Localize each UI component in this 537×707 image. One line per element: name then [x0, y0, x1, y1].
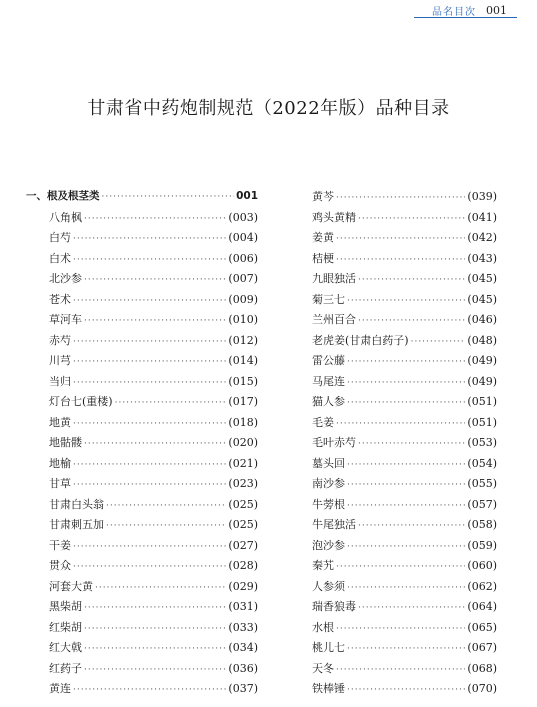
toc-entry	[289, 414, 497, 435]
dot-leader	[73, 419, 226, 429]
dot-leader	[336, 234, 465, 244]
dot-leader	[347, 685, 465, 695]
toc-entry-name: 黑柴胡	[49, 600, 82, 613]
toc-entry-page: (067)	[467, 641, 497, 654]
toc-entry-page: (034)	[228, 641, 258, 654]
toc-entry	[26, 680, 258, 701]
toc-entry-name: 地黄	[49, 415, 71, 429]
toc-entry-page: (053)	[467, 436, 497, 449]
dot-leader	[347, 378, 465, 388]
dot-leader	[84, 214, 226, 224]
toc-entry	[26, 393, 258, 414]
toc-entry-name: 毛姜	[312, 415, 334, 429]
toc-entry-name: 南沙参	[312, 477, 345, 490]
toc-entry	[26, 578, 258, 599]
running-head-page-number: 001	[486, 4, 507, 17]
toc-entry	[289, 475, 497, 496]
toc-entry-page: (065)	[467, 620, 497, 634]
toc-entry-name: 红大戟	[49, 641, 82, 654]
toc-entry	[289, 537, 497, 558]
toc-entry-name: 甘肃刺五加	[49, 518, 104, 531]
toc-entry-name: 草河车	[49, 313, 82, 326]
toc-entry-page: (006)	[228, 251, 258, 265]
dot-leader	[73, 460, 226, 470]
toc-entry	[26, 475, 258, 496]
toc-entry-name: 毛叶赤芍	[312, 436, 356, 449]
dot-leader	[336, 255, 465, 265]
toc-entry-name: 甘草	[49, 477, 71, 490]
toc-right-column	[289, 188, 497, 701]
dot-leader	[84, 603, 226, 613]
toc-entry	[289, 291, 497, 312]
dot-leader	[336, 665, 465, 675]
dot-leader	[358, 439, 465, 449]
toc-entry-name: 泡沙参	[312, 538, 345, 552]
toc-entry-page: (049)	[467, 374, 497, 388]
toc-entry	[26, 250, 258, 271]
dot-leader	[347, 583, 465, 593]
toc-entry-name: 白术	[49, 251, 71, 265]
toc-entry-page: (070)	[467, 682, 497, 695]
dot-leader	[73, 378, 226, 388]
dot-leader	[347, 398, 465, 408]
dot-leader	[84, 316, 226, 326]
toc-left-column	[26, 188, 258, 701]
toc-entry-page: (037)	[228, 682, 258, 695]
toc-entry-page: (045)	[467, 292, 497, 306]
toc-entry	[289, 209, 497, 230]
toc-entry-name: 川芎	[49, 354, 71, 367]
dot-leader	[102, 192, 235, 202]
toc-entry-page: (014)	[228, 354, 258, 367]
toc-entry-page: (045)	[467, 272, 497, 285]
toc-entry	[289, 619, 497, 640]
dot-leader	[347, 480, 465, 490]
dot-leader	[347, 460, 465, 470]
toc-entry-page: (036)	[228, 661, 258, 675]
toc-entry-page: (046)	[467, 313, 497, 326]
toc-entry-page: (041)	[467, 210, 497, 224]
toc-entry-name: 桃儿七	[312, 641, 345, 654]
toc-entry-page: (028)	[228, 559, 258, 572]
running-head	[432, 3, 507, 18]
dot-leader	[347, 296, 465, 306]
toc-entry	[289, 250, 497, 271]
toc-entry	[289, 516, 497, 537]
toc-entry	[26, 270, 258, 291]
dot-leader	[84, 275, 226, 285]
toc-entry	[26, 373, 258, 394]
toc-entry-name: 牛蒡根	[312, 497, 345, 511]
toc-entry	[289, 680, 497, 701]
toc-entry-name: 一、根及根茎类	[26, 190, 100, 202]
toc-entry-name: 水根	[312, 620, 334, 634]
toc-entry-name: 雷公藤	[312, 354, 345, 367]
page-title: 甘肃省中药炮制规范（2022年版）品种目录	[87, 98, 450, 119]
toc-entry	[289, 598, 497, 619]
toc-entry-page: (012)	[228, 333, 258, 347]
toc-entry-page: (054)	[467, 456, 497, 470]
dot-leader	[411, 337, 466, 347]
dot-leader	[358, 214, 465, 224]
dot-leader	[115, 398, 227, 408]
toc-entry-name: 当归	[49, 374, 71, 388]
dot-leader	[347, 542, 465, 552]
toc-entry-name: 马尾连	[312, 374, 345, 388]
toc-entry	[26, 598, 258, 619]
dot-leader	[358, 603, 465, 613]
toc-entry	[26, 311, 258, 332]
toc-entry-name: 菊三七	[312, 292, 345, 306]
toc-entry	[26, 639, 258, 660]
toc-entry-name: 兰州百合	[312, 313, 356, 326]
toc-entry-name: 北沙参	[49, 272, 82, 285]
toc-entry	[289, 455, 497, 476]
dot-leader	[73, 357, 226, 367]
toc-entry-name: 秦艽	[312, 559, 334, 572]
toc-entry-page: (043)	[467, 251, 497, 265]
toc-entry-name: 白芍	[49, 231, 71, 244]
dot-leader	[106, 501, 226, 511]
toc-entry	[26, 557, 258, 578]
toc-entry-name: 赤芍	[49, 333, 71, 347]
dot-leader	[73, 480, 226, 490]
dot-leader	[106, 521, 226, 531]
toc-entry-name: 九眼独活	[312, 272, 356, 285]
toc-entry	[26, 414, 258, 435]
dot-leader	[73, 234, 226, 244]
dot-leader	[347, 644, 465, 654]
toc-entry	[289, 311, 497, 332]
toc-entry-page: (048)	[467, 333, 497, 347]
toc-entry-name: 甘肃白头翁	[49, 497, 104, 511]
toc-entry-page: (027)	[228, 538, 258, 552]
toc-entry-name: 灯台七(重楼)	[49, 395, 113, 408]
dot-leader	[347, 501, 465, 511]
toc-entry	[289, 352, 497, 373]
toc-entry-page: (033)	[228, 620, 258, 634]
toc-entry-page: (057)	[467, 497, 497, 511]
toc-entry-page: (029)	[228, 579, 258, 593]
toc-entry	[26, 455, 258, 476]
toc-entry-page: (055)	[467, 477, 497, 490]
toc-entry-page: (010)	[228, 313, 258, 326]
toc-entry-name: 天冬	[312, 661, 334, 675]
dot-leader	[73, 255, 226, 265]
toc-entry-name: 鸡头黄精	[312, 210, 356, 224]
toc-entry-page: (062)	[467, 579, 497, 593]
dot-leader	[358, 521, 465, 531]
toc-entry-page: (042)	[467, 231, 497, 244]
toc-entry	[289, 270, 497, 291]
dot-leader	[336, 562, 465, 572]
dot-leader	[73, 542, 226, 552]
toc-entry-name: 老虎姜(甘肃白药子)	[312, 333, 409, 347]
toc-entry	[289, 557, 497, 578]
toc-entry	[289, 434, 497, 455]
dot-leader	[73, 337, 226, 347]
toc-entry-name: 桔梗	[312, 251, 334, 265]
dot-leader	[336, 624, 465, 634]
toc-entry-page: (068)	[467, 661, 497, 675]
toc-entry-page: (025)	[228, 497, 258, 511]
dot-leader	[358, 275, 465, 285]
dot-leader	[73, 562, 226, 572]
toc-entry-name: 干姜	[49, 538, 71, 552]
toc-entry-name: 铁棒锤	[312, 682, 345, 695]
toc-entry-page: (004)	[228, 231, 258, 244]
dot-leader	[84, 665, 226, 675]
dot-leader	[336, 419, 465, 429]
toc-entry-page: (017)	[228, 395, 258, 408]
running-head-rule	[414, 17, 517, 18]
dot-leader	[84, 439, 226, 449]
toc-entry-name: 地榆	[49, 456, 71, 470]
toc-entry-name: 猫人参	[312, 395, 345, 408]
toc-entry-page: (059)	[467, 538, 497, 552]
toc-entry	[26, 229, 258, 250]
toc-entry	[26, 352, 258, 373]
toc-entry-name: 地骷髅	[49, 436, 82, 449]
toc-entry-name: 瑞香狼毒	[312, 600, 356, 613]
dot-leader	[95, 583, 226, 593]
dot-leader	[336, 193, 465, 203]
dot-leader	[84, 624, 226, 634]
toc-entry	[26, 209, 258, 230]
toc-entry	[289, 496, 497, 517]
toc-entry-name: 牛尾独活	[312, 518, 356, 531]
toc-entry-name: 八角枫	[49, 210, 82, 224]
toc-entry-page: (015)	[228, 374, 258, 388]
toc-category	[26, 188, 258, 209]
toc-entry-page: (023)	[228, 477, 258, 490]
toc-entry-page: (051)	[467, 415, 497, 429]
dot-leader	[73, 685, 226, 695]
toc-entry	[26, 537, 258, 558]
toc-entry-page: (031)	[228, 600, 258, 613]
toc-entry	[289, 660, 497, 681]
toc-entry	[26, 332, 258, 353]
toc-entry	[289, 332, 497, 353]
dot-leader	[84, 644, 226, 654]
toc-entry	[26, 660, 258, 681]
toc-entry-page: (021)	[228, 456, 258, 470]
toc-entry-name: 红柴胡	[49, 620, 82, 634]
toc-entry	[289, 373, 497, 394]
toc-entry-name: 红药子	[49, 661, 82, 675]
toc-entry	[26, 434, 258, 455]
toc-entry	[26, 291, 258, 312]
toc-entry-name: 人参须	[312, 579, 345, 593]
toc-entry-page: (025)	[228, 518, 258, 531]
toc-entry-page: (051)	[467, 395, 497, 408]
toc-entry-page: (009)	[228, 292, 258, 306]
toc-entry-page: 001	[236, 190, 258, 202]
toc-entry-name: 贯众	[49, 559, 71, 572]
toc-entry-name: 黄芩	[312, 190, 334, 203]
toc-entry-name: 苍术	[49, 292, 71, 306]
toc-entry-page: (058)	[467, 518, 497, 531]
toc-entry	[289, 639, 497, 660]
toc-entry	[26, 619, 258, 640]
toc-entry-name: 黄连	[49, 682, 71, 695]
toc-entry-name: 河套大黄	[49, 579, 93, 593]
toc-entry	[289, 393, 497, 414]
toc-entry-name: 姜黄	[312, 231, 334, 244]
toc-entry	[26, 496, 258, 517]
toc-entry	[289, 188, 497, 209]
toc-entry-page: (018)	[228, 415, 258, 429]
dot-leader	[73, 296, 226, 306]
toc-entry-page: (007)	[228, 272, 258, 285]
toc-entry-page: (020)	[228, 436, 258, 449]
running-head-section: 品名目次	[432, 7, 476, 18]
toc-entry	[26, 516, 258, 537]
toc-entry-page: (003)	[228, 210, 258, 224]
toc-entry-page: (049)	[467, 354, 497, 367]
toc-entry-name: 墓头回	[312, 456, 345, 470]
toc-entry	[289, 229, 497, 250]
dot-leader	[347, 357, 465, 367]
toc-entry-page: (039)	[467, 190, 497, 203]
toc-entry-page: (060)	[467, 559, 497, 572]
toc-entry	[289, 578, 497, 599]
toc-entry-page: (064)	[467, 600, 497, 613]
dot-leader	[358, 316, 465, 326]
